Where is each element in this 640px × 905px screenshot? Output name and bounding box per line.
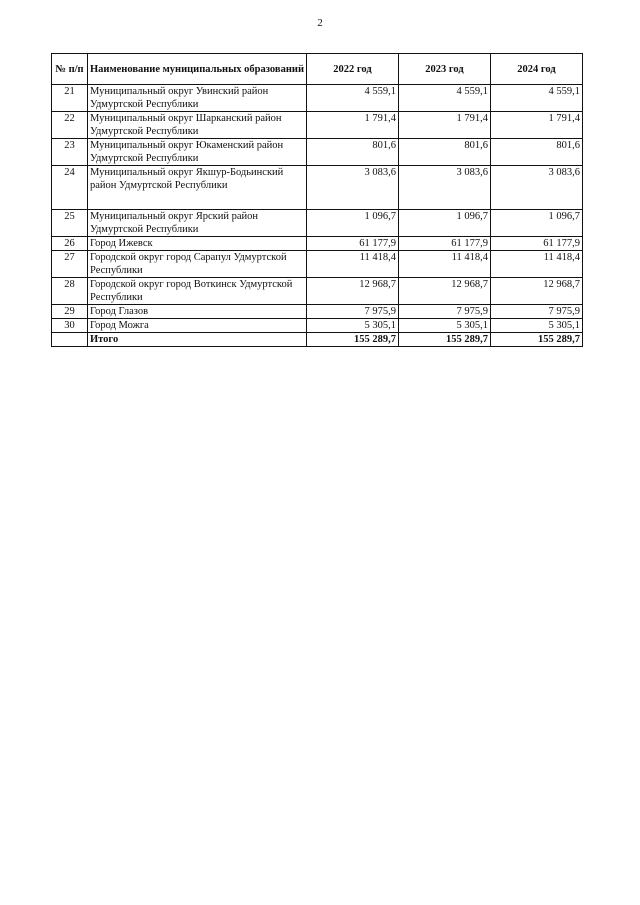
table-header-row: [52, 54, 583, 85]
row-number: 27: [52, 251, 88, 278]
row-number: 28: [52, 278, 88, 305]
value-2024: 1 791,4: [491, 112, 583, 139]
row-name: Муниципальный округ Шарканский район Удмуртской Республики: [88, 112, 307, 139]
value-2024: 5 305,1: [491, 319, 583, 333]
value-2024: 1 096,7: [491, 210, 583, 237]
table-row: [52, 278, 583, 305]
table-row: [52, 166, 583, 210]
row-number: 23: [52, 139, 88, 166]
header-2024: 2024 год: [491, 54, 583, 85]
total-label: Итого: [88, 333, 307, 347]
total-2023: 155 289,7: [399, 333, 491, 347]
value-2022: 1 791,4: [307, 112, 399, 139]
value-2024: 4 559,1: [491, 85, 583, 112]
value-2023: 12 968,7: [399, 278, 491, 305]
value-2022: 3 083,6: [307, 166, 399, 210]
table-row: [52, 112, 583, 139]
value-2022: 1 096,7: [307, 210, 399, 237]
value-2024: 12 968,7: [491, 278, 583, 305]
row-name: Городской округ город Воткинск Удмуртской Республики: [88, 278, 307, 305]
header-name: Наименование муниципальных образований: [88, 54, 307, 85]
value-2023: 4 559,1: [399, 85, 491, 112]
table-row: [52, 210, 583, 237]
row-number: 21: [52, 85, 88, 112]
row-number: 30: [52, 319, 88, 333]
row-number: 29: [52, 305, 88, 319]
value-2022: 61 177,9: [307, 237, 399, 251]
table-row: [52, 85, 583, 112]
value-2023: 61 177,9: [399, 237, 491, 251]
value-2024: 801,6: [491, 139, 583, 166]
page-number: 2: [317, 17, 323, 29]
table-row: [52, 139, 583, 166]
budget-table: [51, 53, 583, 347]
total-row: [52, 333, 583, 347]
table-row: [52, 251, 583, 278]
value-2022: 801,6: [307, 139, 399, 166]
table-row: [52, 305, 583, 319]
table-row: [52, 237, 583, 251]
row-name: Город Можга: [88, 319, 307, 333]
value-2024: 7 975,9: [491, 305, 583, 319]
value-2024: 3 083,6: [491, 166, 583, 210]
row-name: Муниципальный округ Юкаменский район Удмуртской Республики: [88, 139, 307, 166]
header-number: № п/п: [52, 54, 88, 85]
row-name: Городской округ город Сарапул Удмуртской Республики: [88, 251, 307, 278]
total-number-cell: [52, 333, 88, 347]
value-2023: 801,6: [399, 139, 491, 166]
row-name: Город Глазов: [88, 305, 307, 319]
total-2024: 155 289,7: [491, 333, 583, 347]
row-number: 26: [52, 237, 88, 251]
value-2023: 7 975,9: [399, 305, 491, 319]
row-number: 25: [52, 210, 88, 237]
value-2023: 5 305,1: [399, 319, 491, 333]
header-2022: 2022 год: [307, 54, 399, 85]
row-name: Город Ижевск: [88, 237, 307, 251]
value-2023: 1 096,7: [399, 210, 491, 237]
row-name: Муниципальный округ Ярский район Удмуртской Республики: [88, 210, 307, 237]
value-2022: 11 418,4: [307, 251, 399, 278]
value-2023: 1 791,4: [399, 112, 491, 139]
value-2024: 11 418,4: [491, 251, 583, 278]
value-2023: 3 083,6: [399, 166, 491, 210]
row-number: 22: [52, 112, 88, 139]
row-name: Муниципальный округ Увинский район Удмуртской Республики: [88, 85, 307, 112]
row-number: 24: [52, 166, 88, 210]
table-row: [52, 319, 583, 333]
header-2023: 2023 год: [399, 54, 491, 85]
value-2022: 4 559,1: [307, 85, 399, 112]
value-2023: 11 418,4: [399, 251, 491, 278]
value-2022: 5 305,1: [307, 319, 399, 333]
row-name: Муниципальный округ Якшур-Бодьинский район Удмуртской Республики: [88, 166, 307, 210]
value-2022: 12 968,7: [307, 278, 399, 305]
total-2022: 155 289,7: [307, 333, 399, 347]
value-2024: 61 177,9: [491, 237, 583, 251]
value-2022: 7 975,9: [307, 305, 399, 319]
